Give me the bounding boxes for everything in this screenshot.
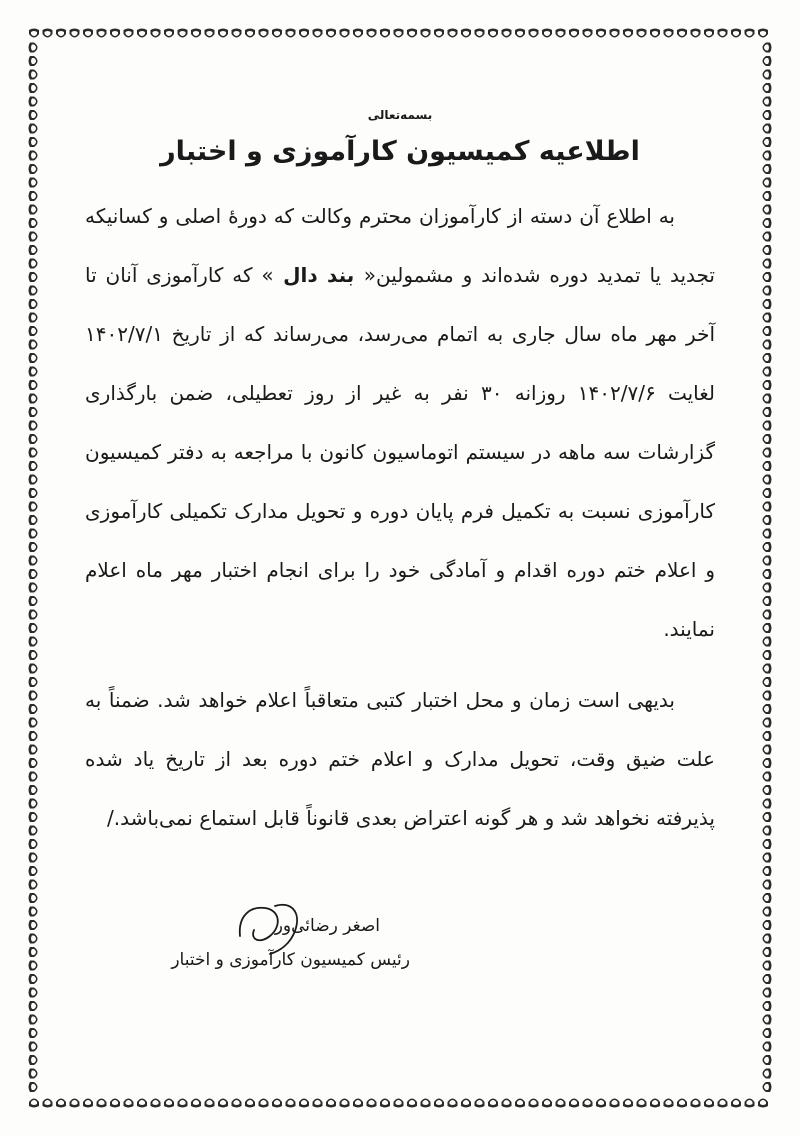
border-ornament — [529, 1099, 539, 1108]
border-ornament — [29, 934, 38, 944]
border-ornament — [763, 97, 772, 107]
border-ornament — [448, 1099, 458, 1108]
border-ornament — [763, 124, 772, 134]
border-ornament — [43, 29, 53, 38]
border-ornament — [704, 1099, 714, 1108]
border-ornament — [583, 1099, 593, 1108]
border-ornament — [110, 29, 120, 38]
border-ornament — [596, 29, 606, 38]
border-ornament — [29, 907, 38, 917]
border-ornament — [475, 29, 485, 38]
border-ornament — [29, 677, 38, 687]
border-ornament — [29, 394, 38, 404]
border-ornament — [29, 407, 38, 417]
border-ornament — [583, 29, 593, 38]
border-ornament — [763, 326, 772, 336]
border-ornament — [29, 866, 38, 876]
border-ornament — [763, 1055, 772, 1065]
border-ornament — [763, 947, 772, 957]
border-ornament — [29, 164, 38, 174]
border-ornament — [367, 1099, 377, 1108]
border-ornament — [763, 421, 772, 431]
border-ornament — [763, 542, 772, 552]
paragraph-secondary-text: بدیهی است زمان و محل اختبار کتبی متعاقباً اعلام خواهد شد. ضمناً به علت ضیق وقت، تحویل مدارک و اعلام ختم دوره بعد از تاریخ یاد شده پذیرفته نخواهد شد و هر گونه اعتراض بعدی قانوناً قابل استماع نمی‌باشد./ — [85, 688, 715, 830]
border-ornament — [556, 1099, 566, 1108]
border-ornament — [763, 866, 772, 876]
border-ornament — [29, 448, 38, 458]
border-ornament — [763, 178, 772, 188]
border-ornament — [326, 1099, 336, 1108]
border-ornament — [29, 785, 38, 795]
border-ornament — [623, 29, 633, 38]
border-ornament — [488, 29, 498, 38]
border-ornament — [286, 1099, 296, 1108]
border-ornament — [763, 272, 772, 282]
border-ornament — [731, 1099, 741, 1108]
border-ornament — [596, 1099, 606, 1108]
border-ornament — [313, 1099, 323, 1108]
border-ornament — [29, 1001, 38, 1011]
border-ornament — [29, 569, 38, 579]
border-ornament — [29, 1069, 38, 1079]
border-ornament — [29, 43, 38, 53]
border-ornament — [29, 178, 38, 188]
border-ornament — [763, 488, 772, 498]
border-ornament — [763, 704, 772, 714]
border-ornament — [29, 326, 38, 336]
border-ornament — [29, 799, 38, 809]
border-ornament — [763, 812, 772, 822]
border-ornament — [259, 29, 269, 38]
border-ornament — [313, 29, 323, 38]
border-ornament — [610, 1099, 620, 1108]
border-ornament — [29, 191, 38, 201]
border-ornament — [29, 151, 38, 161]
border-ornament — [763, 1028, 772, 1038]
border-ornament — [758, 1099, 768, 1108]
border-ornament — [97, 1099, 107, 1108]
border-ornament — [29, 691, 38, 701]
border-ornament — [763, 286, 772, 296]
border-ornament — [29, 124, 38, 134]
border-ornament — [29, 893, 38, 903]
border-ornament — [763, 785, 772, 795]
signature-scribble — [220, 896, 310, 966]
border-ornament — [763, 299, 772, 309]
border-ornament — [29, 367, 38, 377]
border-ornament — [29, 1028, 38, 1038]
border-ornament — [542, 29, 552, 38]
border-ornament — [29, 205, 38, 215]
border-ornament — [763, 164, 772, 174]
border-ornament — [763, 745, 772, 755]
border-ornament — [151, 29, 161, 38]
border-ornament — [763, 110, 772, 120]
border-ornament — [763, 637, 772, 647]
border-ornament — [29, 961, 38, 971]
border-ornament — [763, 232, 772, 242]
border-ornament — [542, 1099, 552, 1108]
border-ornament — [232, 1099, 242, 1108]
border-ornament — [677, 1099, 687, 1108]
border-ornament — [124, 29, 134, 38]
border-ornament — [763, 43, 772, 53]
border-ornament — [637, 29, 647, 38]
border-ornament — [763, 920, 772, 930]
border-ornament — [29, 434, 38, 444]
border-ornament — [245, 1099, 255, 1108]
border-ornament — [763, 137, 772, 147]
border-ornament — [29, 272, 38, 282]
border-ornament — [29, 947, 38, 957]
border-ornament — [29, 515, 38, 525]
border-ornament — [763, 974, 772, 984]
border-ornament — [763, 191, 772, 201]
border-ornament — [677, 29, 687, 38]
border-ornament — [763, 799, 772, 809]
border-ornament — [448, 29, 458, 38]
border-ornament — [218, 1099, 228, 1108]
signatory-role: رئیس کمیسیون کارآموزی و اختبار — [171, 950, 410, 970]
border-ornament — [637, 1099, 647, 1108]
border-ornament — [763, 367, 772, 377]
border-ornament — [29, 286, 38, 296]
border-ornament — [650, 29, 660, 38]
border-ornament — [763, 677, 772, 687]
border-ornament — [610, 29, 620, 38]
border-ornament — [488, 1099, 498, 1108]
border-ornament — [164, 29, 174, 38]
border-ornament — [763, 718, 772, 728]
border-ornament — [763, 70, 772, 80]
border-ornament — [664, 29, 674, 38]
border-ornament — [299, 1099, 309, 1108]
document-body — [85, 108, 715, 848]
border-ornament — [151, 1099, 161, 1108]
border-ornament — [29, 245, 38, 255]
paragraph-main — [85, 187, 715, 659]
border-ornament — [763, 475, 772, 485]
border-ornament — [29, 704, 38, 714]
border-ornament — [569, 29, 579, 38]
border-ornament — [763, 380, 772, 390]
border-ornament — [461, 1099, 471, 1108]
border-ornament — [29, 137, 38, 147]
border-ornament — [110, 1099, 120, 1108]
border-ornament — [502, 29, 512, 38]
border-ornament — [515, 1099, 525, 1108]
border-ornament — [29, 718, 38, 728]
invocation-text: بسمه‌تعالی — [367, 108, 433, 122]
border-ornament — [56, 1099, 66, 1108]
border-ornament — [29, 974, 38, 984]
border-ornament — [29, 353, 38, 363]
border-ornament — [763, 988, 772, 998]
border-ornament — [29, 461, 38, 471]
border-ornament — [29, 529, 38, 539]
border-ornament — [763, 515, 772, 525]
border-ornament — [515, 29, 525, 38]
border-ornament — [763, 1082, 772, 1092]
border-ornament — [29, 637, 38, 647]
border-ornament — [83, 29, 93, 38]
border-ornament — [29, 758, 38, 768]
border-ornament — [29, 988, 38, 998]
border-ornament — [763, 461, 772, 471]
border-ornament — [340, 1099, 350, 1108]
border-ornament — [137, 1099, 147, 1108]
border-ornament — [29, 313, 38, 323]
border-ornament — [29, 421, 38, 431]
border-ornament — [421, 29, 431, 38]
border-ornament — [394, 29, 404, 38]
signature-block — [110, 896, 410, 970]
border-ornament — [407, 1099, 417, 1108]
border-ornament — [353, 29, 363, 38]
border-ornament — [691, 1099, 701, 1108]
border-ornament — [29, 920, 38, 930]
border-ornament — [326, 29, 336, 38]
border-ornament — [29, 1082, 38, 1092]
border-ornament — [763, 758, 772, 768]
border-ornament — [745, 1099, 755, 1108]
border-ornament — [29, 110, 38, 120]
border-ornament — [763, 893, 772, 903]
border-ornament — [664, 1099, 674, 1108]
border-ornament — [502, 1099, 512, 1108]
border-ornament — [623, 1099, 633, 1108]
border-ornament — [763, 650, 772, 660]
border-ornament — [29, 556, 38, 566]
border-ornament — [29, 502, 38, 512]
signatory-name: اصغر رضائی‌ور — [274, 916, 380, 936]
border-ornament — [205, 1099, 215, 1108]
border-ornament — [763, 691, 772, 701]
border-ornament — [259, 1099, 269, 1108]
border-ornament — [29, 83, 38, 93]
border-ornament — [245, 29, 255, 38]
border-ornament — [763, 907, 772, 917]
border-ornament — [29, 56, 38, 66]
border-ornament — [718, 29, 728, 38]
document-title: اطلاعیه کمیسیون کارآموزی و اختبار — [160, 136, 640, 167]
border-ornament — [164, 1099, 174, 1108]
border-ornament — [434, 29, 444, 38]
border-ornament — [29, 1015, 38, 1025]
border-ornament — [218, 29, 228, 38]
border-ornament — [70, 29, 80, 38]
border-ornament — [272, 29, 282, 38]
border-ornament — [763, 1069, 772, 1079]
border-ornament — [763, 353, 772, 363]
border-ornament — [763, 448, 772, 458]
border-ornament — [191, 1099, 201, 1108]
border-ornament — [29, 623, 38, 633]
border-ornament — [763, 394, 772, 404]
border-ornament — [29, 232, 38, 242]
border-ornament — [178, 29, 188, 38]
border-ornament — [29, 596, 38, 606]
border-ornament — [763, 569, 772, 579]
border-ornament — [380, 29, 390, 38]
border-ornament — [407, 29, 417, 38]
border-ornament — [272, 1099, 282, 1108]
border-ornament — [763, 245, 772, 255]
border-ornament — [434, 1099, 444, 1108]
border-ornament — [421, 1099, 431, 1108]
paragraph-main-part1: به اطلاع آن دسته از کارآموزان محترم وکالت که دورهٔ اصلی و کسانیکه تجدید یا تمدید دوره شده‌اند و مشمولین« — [85, 204, 715, 287]
border-ornament — [70, 1099, 80, 1108]
border-ornament — [29, 583, 38, 593]
border-ornament — [29, 542, 38, 552]
border-ornament — [299, 29, 309, 38]
border-ornament — [29, 839, 38, 849]
border-ornament — [83, 1099, 93, 1108]
border-ornament — [29, 745, 38, 755]
border-ornament — [475, 1099, 485, 1108]
border-ornament — [763, 218, 772, 228]
border-ornament — [29, 340, 38, 350]
border-ornament — [29, 812, 38, 822]
border-ornament — [763, 529, 772, 539]
border-ornament — [763, 934, 772, 944]
border-ornament — [29, 218, 38, 228]
border-ornament — [763, 880, 772, 890]
border-ornament — [43, 1099, 53, 1108]
border-ornament — [569, 1099, 579, 1108]
border-ornament — [763, 340, 772, 350]
border-ornament — [731, 29, 741, 38]
border-ornament — [763, 826, 772, 836]
border-ornament — [763, 83, 772, 93]
border-ornament — [29, 826, 38, 836]
border-ornament — [29, 610, 38, 620]
border-ornament — [763, 610, 772, 620]
border-ornament — [529, 29, 539, 38]
border-ornament — [29, 29, 39, 38]
border-ornament — [763, 407, 772, 417]
border-ornament — [178, 1099, 188, 1108]
border-ornament — [461, 29, 471, 38]
border-ornament — [29, 1055, 38, 1065]
border-ornament — [29, 664, 38, 674]
border-ornament — [29, 70, 38, 80]
border-ornament — [29, 380, 38, 390]
border-ornament — [29, 880, 38, 890]
border-ornament — [380, 1099, 390, 1108]
border-ornament — [29, 772, 38, 782]
border-ornament — [29, 1042, 38, 1052]
border-ornament — [691, 29, 701, 38]
border-ornament — [763, 853, 772, 863]
border-ornament — [763, 596, 772, 606]
border-ornament — [394, 1099, 404, 1108]
border-ornament — [137, 29, 147, 38]
border-ornament — [29, 731, 38, 741]
border-ornament — [205, 29, 215, 38]
border-ornament — [556, 29, 566, 38]
border-ornament — [763, 151, 772, 161]
border-ornament — [367, 29, 377, 38]
border-ornament — [286, 29, 296, 38]
border-ornament — [745, 29, 755, 38]
border-ornament — [232, 29, 242, 38]
border-ornament — [29, 488, 38, 498]
border-ornament — [29, 259, 38, 269]
border-ornament — [763, 434, 772, 444]
border-ornament — [763, 1015, 772, 1025]
border-ornament — [650, 1099, 660, 1108]
border-ornament — [763, 664, 772, 674]
border-ornament — [763, 623, 772, 633]
border-ornament — [704, 29, 714, 38]
border-ornament — [56, 29, 66, 38]
border-ornament — [763, 1001, 772, 1011]
border-ornament — [763, 502, 772, 512]
border-ornament — [29, 1099, 39, 1108]
border-ornament — [763, 1042, 772, 1052]
border-ornament — [718, 1099, 728, 1108]
border-ornament — [758, 29, 768, 38]
border-ornament — [763, 556, 772, 566]
border-ornament — [29, 650, 38, 660]
border-ornament — [763, 731, 772, 741]
border-ornament — [29, 299, 38, 309]
border-ornament — [763, 583, 772, 593]
border-ornament — [29, 853, 38, 863]
border-ornament — [340, 29, 350, 38]
border-ornament — [763, 839, 772, 849]
border-ornament — [191, 29, 201, 38]
border-ornament — [124, 1099, 134, 1108]
border-ornament — [763, 313, 772, 323]
border-ornament — [763, 772, 772, 782]
paragraph-main-part2: » که کارآموزی آنان تا آخر مهر ماه سال جاری به اتمام می‌رسد، می‌رساند که از تاریخ ۱۴۰۲/۷/۱ لغایت ۱۴۰۲/۷/۶ روزانه ۳۰ نفر به غیر از روز تعطیلی، ضمن بارگذاری گزارشات سه ماهه در سیستم اتوماسیون کانون با مراجعه به دفتر کمیسیون کارآموزی نسبت به تکمیل فرم پایان دوره و تحویل مدارک تکمیلی کارآموزی و اعلام ختم دوره اقدام و آمادگی خود را برای انجام اختبار مهر ماه اعلام نمایند. — [85, 263, 715, 641]
border-ornament — [763, 205, 772, 215]
border-ornament — [97, 29, 107, 38]
border-ornament — [353, 1099, 363, 1108]
border-ornament — [29, 475, 38, 485]
border-ornament — [763, 259, 772, 269]
border-ornament — [763, 56, 772, 66]
border-ornament — [763, 961, 772, 971]
paragraph-main-emphasis: بند دال — [273, 263, 364, 287]
border-ornament — [29, 97, 38, 107]
paragraph-secondary — [85, 671, 715, 848]
